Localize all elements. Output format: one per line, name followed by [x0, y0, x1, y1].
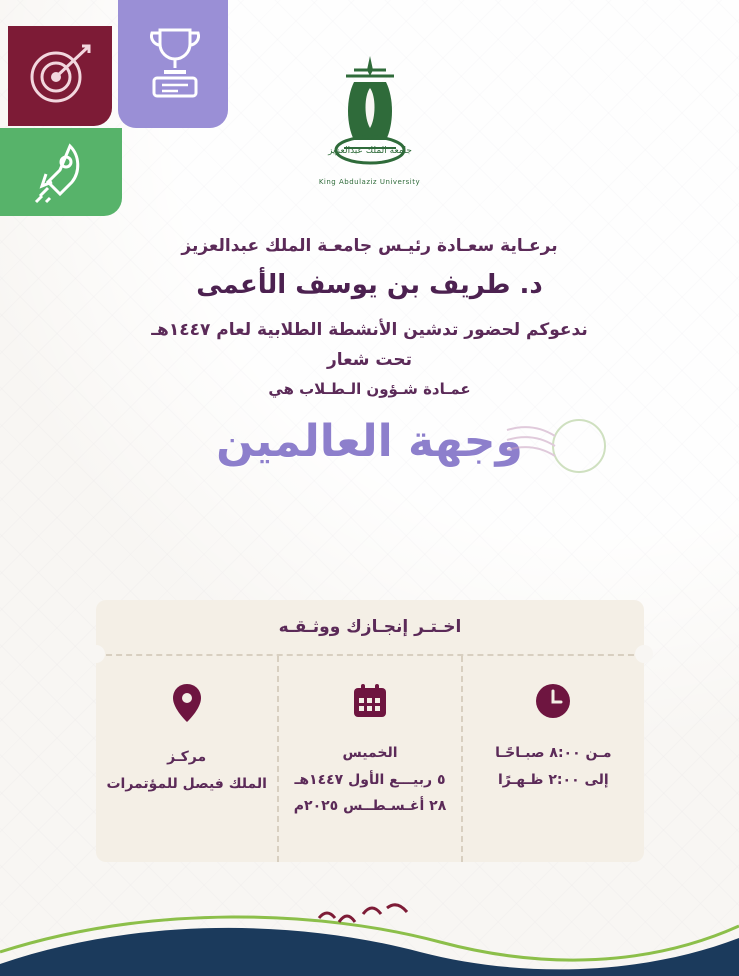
time-cell	[463, 656, 644, 862]
ticket-title	[96, 600, 644, 656]
date-line-3: ٢٨ أغـسـطــس ٢٠٢٥م	[293, 798, 447, 815]
president-name: د. طريف بن يوسف الأعمى	[196, 270, 543, 300]
location-line-2: الملك فيصل للمؤتمرات	[106, 775, 267, 792]
university-logo	[295, 52, 445, 186]
svg-text:جامعة الملك عبدالعزيز: جامعة الملك عبدالعزيز	[327, 146, 412, 156]
date-cell	[279, 656, 462, 862]
slogan-text: وجهة العالمين	[216, 416, 523, 467]
dart-target-icon	[26, 44, 92, 106]
trophy-icon	[144, 24, 206, 100]
location-pin-icon	[168, 682, 206, 728]
dart-target-tile	[8, 26, 112, 126]
bottom-decoration	[0, 856, 739, 976]
kau-logo-mark	[310, 52, 430, 172]
slogan-wrap	[0, 416, 739, 502]
location-cell	[96, 656, 279, 862]
headline-block	[0, 236, 739, 502]
deanship-line: عمـادة شـؤون الـطـلاب هي	[268, 380, 471, 398]
trophy-tile	[118, 0, 228, 128]
location-line-1: مركـز	[167, 749, 207, 765]
ticket-details	[96, 656, 644, 862]
date-line-1: الخميس	[342, 745, 398, 761]
time-line-2: إلى ٢:٠٠ ظـهـرًا	[497, 771, 609, 788]
birds-icon	[315, 902, 425, 932]
event-ticket	[96, 600, 644, 862]
decorative-tiles	[0, 0, 236, 220]
time-line-1: مـن ٨:٠٠ صبـاحًـا	[495, 745, 612, 761]
ticket-title-text: اخـتـر إنجـازك ووثـقـه	[278, 617, 462, 637]
logo-caption: King Abdulaziz University	[318, 178, 421, 186]
invitation-line: ندعوكم لحضور تدشين الأنشطة الطلابية لعام ١٤٤٧هـ	[151, 320, 588, 340]
rocket-icon	[30, 140, 94, 206]
calendar-icon	[351, 682, 389, 724]
clock-icon	[534, 682, 572, 724]
stamp-decoration-icon	[501, 412, 621, 492]
under-slogan-line: تحت شعار	[326, 350, 413, 370]
ticket-notch-right	[635, 645, 653, 663]
date-line-2: ٥ ربيـــع الأول ١٤٤٧هـ	[294, 771, 446, 788]
ticket-notch-left	[87, 645, 105, 663]
rocket-tile	[0, 128, 122, 216]
patronage-line: برعـاية سعـادة رئيـس جامعـة الملك عبدالعزيز	[181, 236, 558, 256]
